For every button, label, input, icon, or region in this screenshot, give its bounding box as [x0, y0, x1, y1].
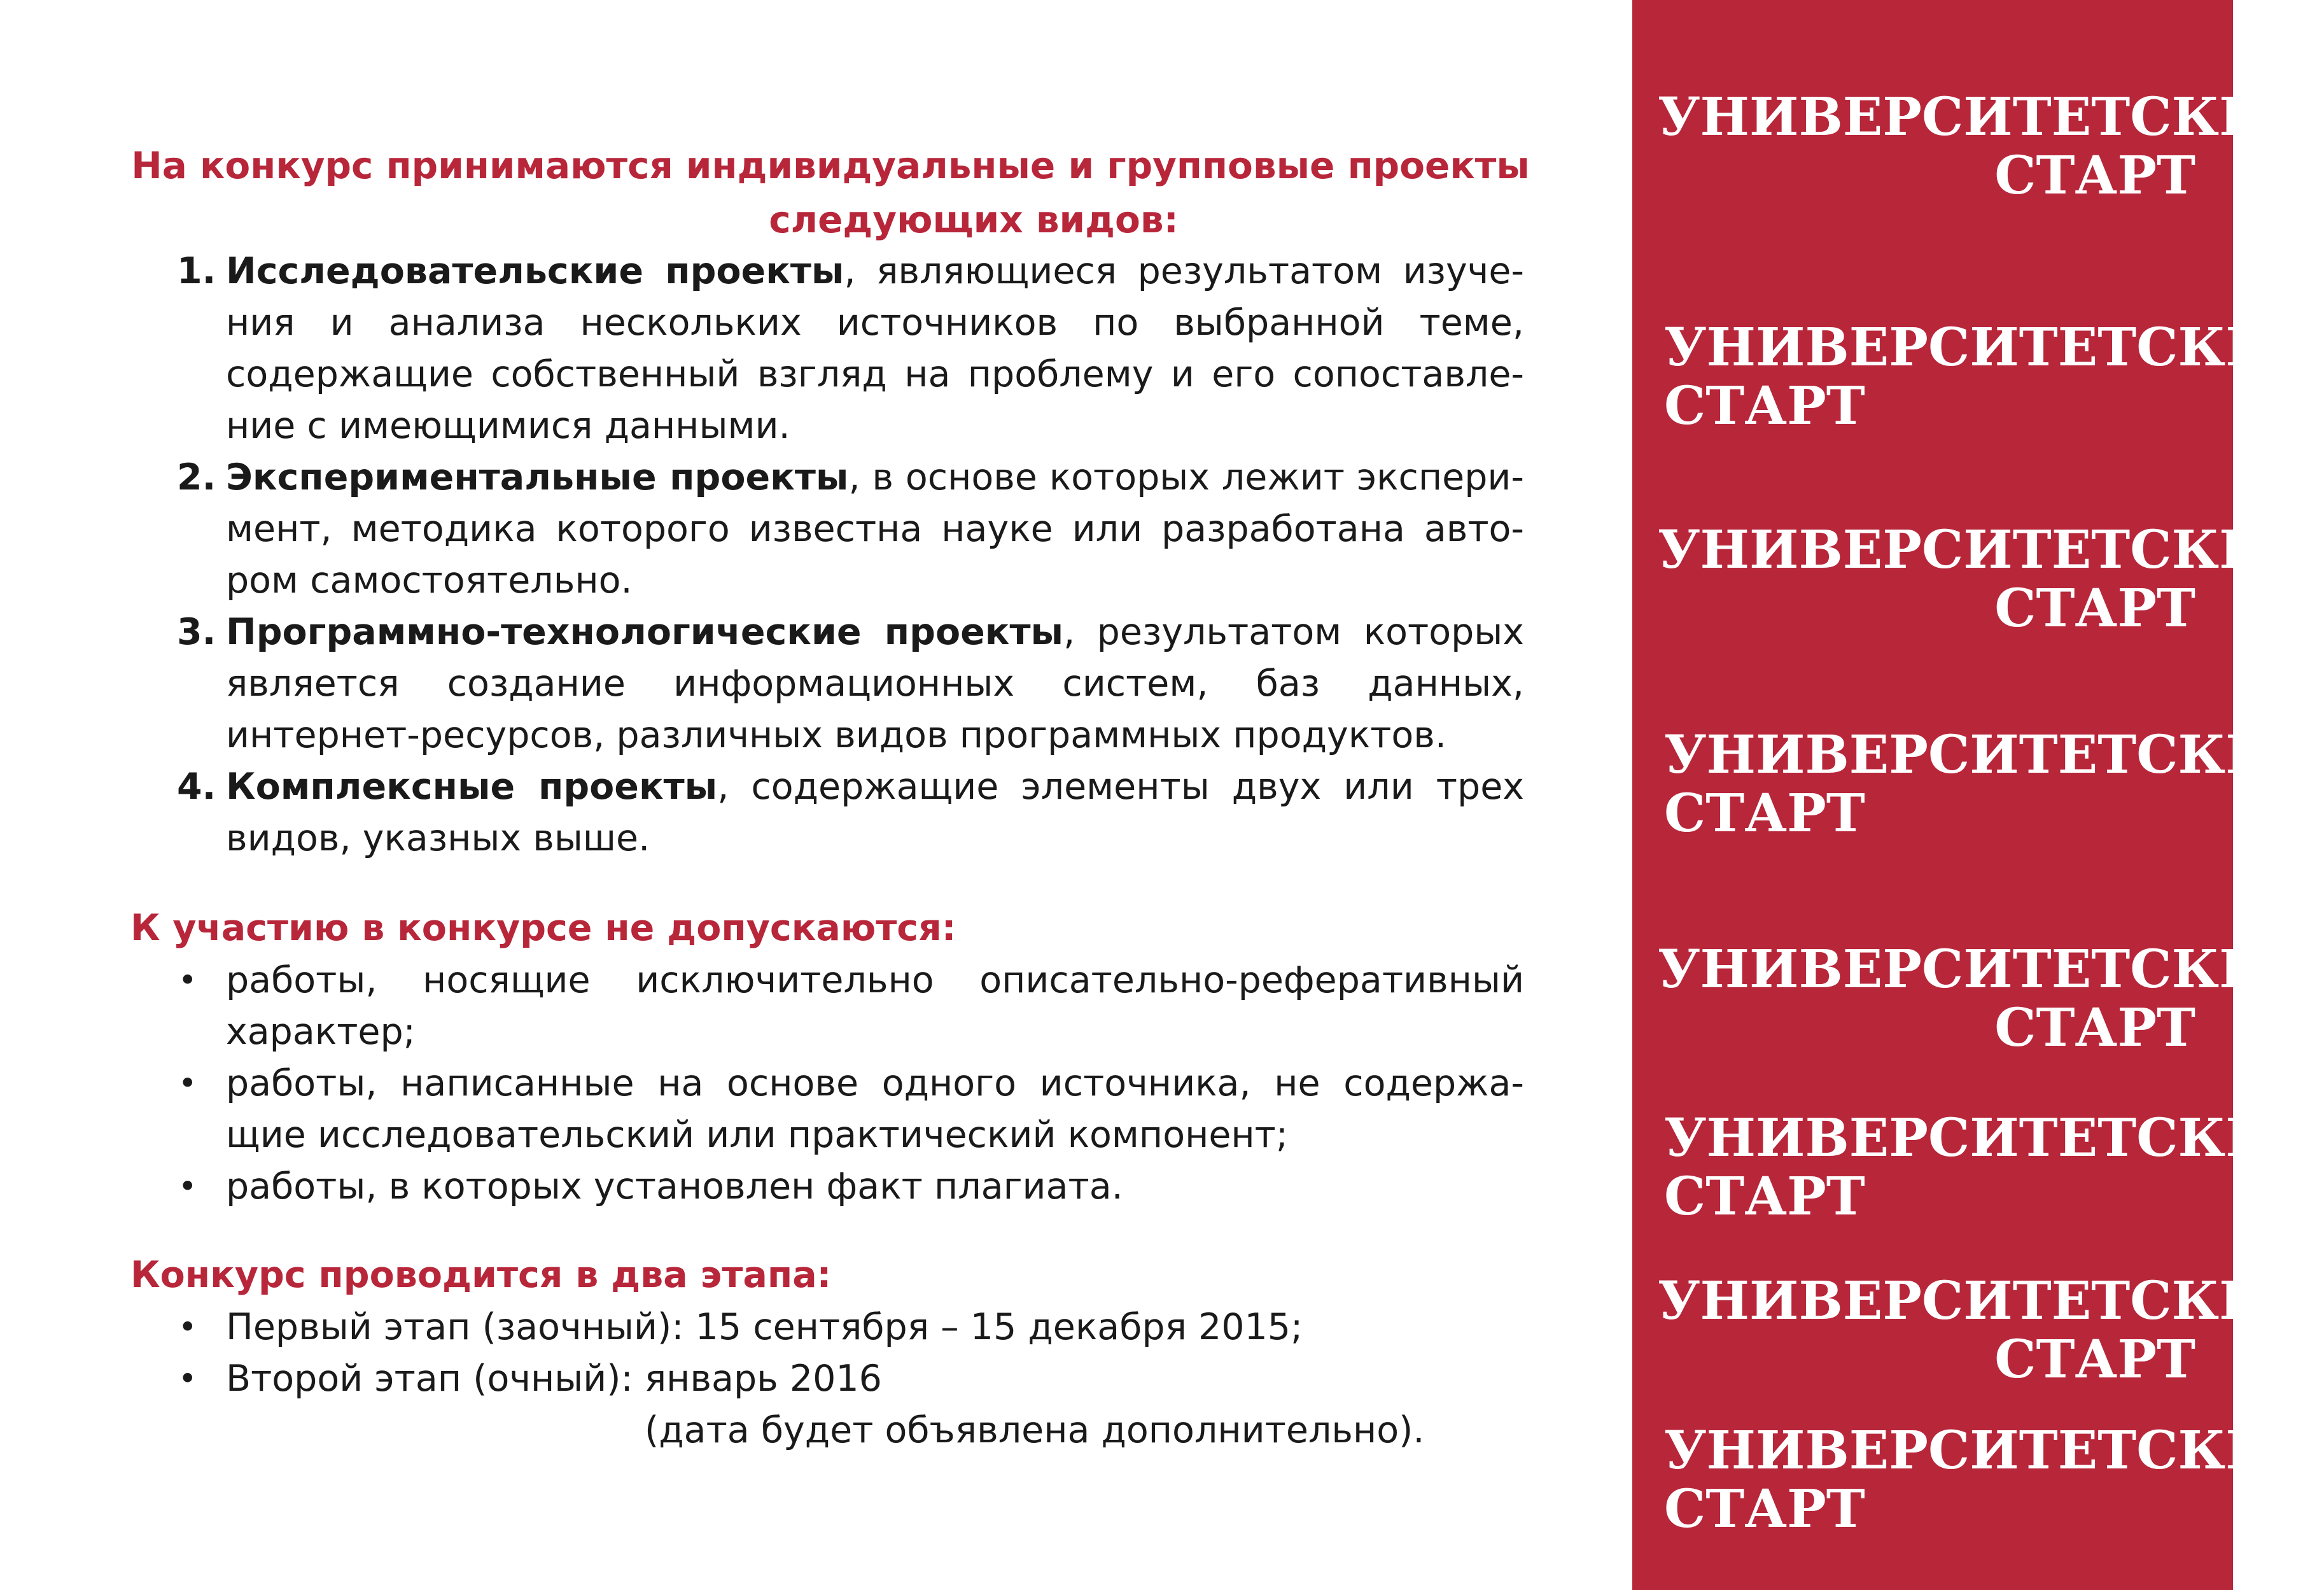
exclusion-item-1-line1: работы, носящие исключительно описательно-реферативный [226, 959, 1524, 1001]
project-item-4-line1: Комплексные проекты, содержащие элементы двух или трех [226, 766, 1524, 808]
project-type-experimental: Экспериментальные проекты [226, 456, 849, 498]
project-item-number: 2. [177, 456, 216, 498]
project-item-3-line1: Программно-технологические проекты, результатом которых [226, 611, 1524, 653]
project-item-3-line2: является создание информационных систем, баз данных, [226, 663, 1524, 705]
stage-item-2-line1: Второй этап (очный): январь 2016 [226, 1358, 882, 1400]
project-item-3-line3: интернет-ресурсов, различных видов программных продуктов. [226, 714, 1446, 756]
bullet: • [178, 1309, 197, 1346]
brand-title: УНИВЕРСИТЕТСКИЙ СТАРТ [1664, 1108, 2324, 1227]
project-type-research: Исследовательские проекты [226, 250, 844, 292]
project-item-number: 3. [177, 611, 216, 653]
project-type-software: Программно-технологические проекты [226, 611, 1064, 653]
brand-title: УНИВЕРСИТЕТСКИЙ СТАРТ [1664, 1420, 2324, 1540]
project-item-1-line1: Исследовательские проекты, являющиеся результатом изуче- [226, 250, 1524, 292]
exclusion-item-2-line1: работы, написанные на основе одного источника, не содержа- [226, 1062, 1524, 1104]
stages-heading: Конкурс проводится в два этапа: [130, 1254, 832, 1296]
project-item-1-line2: ния и анализа нескольких источников по выбранной теме, [226, 302, 1524, 344]
brand-band [1632, 0, 2324, 1590]
project-item-number: 4. [177, 766, 216, 808]
brand-title: УНИВЕРСИТЕТСКИЙ СТАРТ [1658, 939, 2318, 1059]
projects-heading-line2: следующих видов: [769, 198, 1179, 241]
project-item-number: 1. [177, 250, 216, 292]
projects-heading-line1: На конкурс принимаются индивидуальные и групповые проекты [131, 144, 1530, 187]
project-item-2-line2: мент, методика которого известна науке или разработана авто- [226, 508, 1524, 550]
bullet: • [178, 962, 197, 999]
bullet: • [178, 1065, 197, 1102]
project-item-4-line2: видов, указных выше. [226, 817, 650, 859]
brand-title: УНИВЕРСИТЕТСКИЙ СТАРТ [1664, 317, 2324, 437]
exclusions-heading: К участию в конкурсе не допускаются: [130, 907, 956, 949]
brand-title: УНИВЕРСИТЕТСКИЙ СТАРТ [1658, 1270, 2318, 1390]
stage-item-2-line2: (дата будет объявлена дополнительно). [645, 1409, 1425, 1451]
stage-item-1: Первый этап (заочный): 15 сентября – 15 декабря 2015; [226, 1306, 1303, 1348]
exclusion-item-2-line2: щие исследовательский или практический компонент; [226, 1114, 1289, 1156]
project-type-complex: Комплексные проекты [226, 766, 718, 808]
project-item-1-line3: содержащие собственный взгляд на проблему и его сопоставле- [226, 353, 1524, 395]
brand-title: УНИВЕРСИТЕТСКИЙ СТАРТ [1664, 724, 2324, 844]
bullet: • [178, 1360, 197, 1397]
bullet: • [178, 1168, 197, 1205]
project-item-2-line3: ром самостоятельно. [226, 559, 633, 602]
exclusion-item-1-line2: характер; [226, 1011, 416, 1053]
project-item-1-line4: ние с имеющимися данными. [226, 405, 790, 447]
brand-title: УНИВЕРСИТЕТСКИЙ СТАРТ [1658, 87, 2318, 206]
project-item-2-line1: Экспериментальные проекты, в основе которых лежит экспери- [226, 456, 1524, 498]
exclusion-item-3-line1: работы, в которых установлен факт плагиата. [226, 1165, 1123, 1207]
brand-title: УНИВЕРСИТЕТСКИЙ СТАРТ [1658, 519, 2318, 639]
